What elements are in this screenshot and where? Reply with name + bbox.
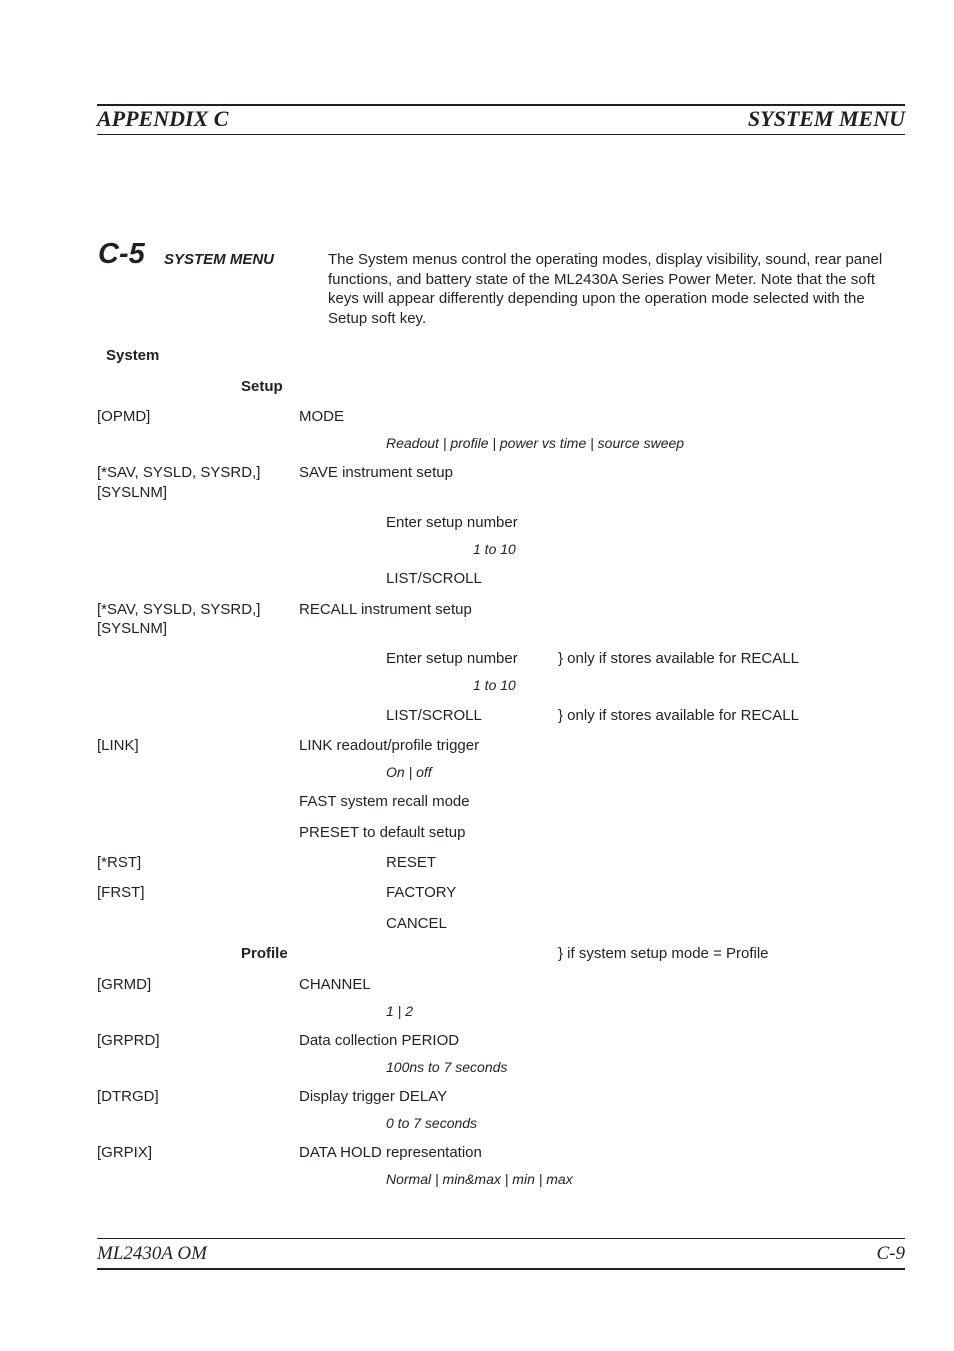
delay-range: 0 to 7 seconds (386, 1115, 478, 1131)
section-title: SYSTEM MENU (164, 251, 275, 268)
item-delay: Display trigger DELAY (299, 1088, 448, 1105)
cmd-save-line1: [*SAV, SYSLD, SYSRD,] (97, 464, 261, 481)
item-link: LINK readout/profile trigger (299, 737, 480, 754)
footer-top-rule (97, 1238, 905, 1239)
page-number: C-9 (876, 1243, 905, 1264)
cmd-dtrgd: [DTRGD] (97, 1088, 159, 1105)
save-enter-number: Enter setup number (386, 514, 518, 531)
header-left: APPENDIX C (97, 106, 229, 131)
save-range: 1 to 10 (473, 541, 516, 557)
cmd-recall-line1: [*SAV, SYSLD, SYSRD,] (97, 601, 261, 618)
header-bottom-rule (97, 134, 905, 135)
datahold-options: Normal | min&max | min | max (386, 1171, 573, 1187)
item-cancel: CANCEL (386, 915, 447, 932)
item-fast: FAST system recall mode (299, 793, 470, 810)
item-save: SAVE instrument setup (299, 464, 453, 481)
cmd-recall-line2: [SYSLNM] (97, 620, 168, 637)
menu-profile: Profile (241, 945, 288, 962)
cmd-grpix: [GRPIX] (97, 1144, 153, 1161)
item-mode: MODE (299, 408, 344, 425)
channel-options: 1 | 2 (386, 1003, 413, 1019)
cmd-link: [LINK] (97, 737, 139, 754)
cmd-grprd: [GRPRD] (97, 1032, 160, 1049)
cmd-save-line2: [SYSLNM] (97, 484, 168, 501)
save-list-scroll: LIST/SCROLL (386, 570, 482, 587)
recall-enter-number: Enter setup number (386, 650, 518, 667)
period-range: 100ns to 7 seconds (386, 1059, 508, 1075)
cmd-rst: [*RST] (97, 854, 142, 871)
item-period: Data collection PERIOD (299, 1032, 460, 1049)
mode-options: Readout | profile | power vs time | source sweep (386, 435, 685, 451)
item-preset: PRESET to default setup (299, 824, 466, 841)
cmd-frst: [FRST] (97, 884, 145, 901)
recall-range: 1 to 10 (473, 677, 516, 693)
section-intro: The System menus control the operating modes, display visibility, sound, rear panel functions, and battery state of the ML2430A Series Power Meter. Note that the soft keys will appear differently depending upon the operation mode selected with the Setup soft key. (328, 251, 883, 327)
cmd-grmd: [GRMD] (97, 976, 152, 993)
cmd-opmd: [OPMD] (97, 408, 151, 425)
recall-enter-note: } only if stores available for RECALL (558, 650, 799, 667)
profile-note: } if system setup mode = Profile (558, 945, 769, 962)
header-right: SYSTEM MENU (747, 106, 905, 131)
section-number: C-5 (98, 238, 145, 270)
link-options: On | off (386, 764, 432, 780)
recall-list-note: } only if stores available for RECALL (558, 707, 799, 724)
item-recall: RECALL instrument setup (299, 601, 472, 618)
menu-setup: Setup (241, 378, 283, 395)
footer-bottom-rule (97, 1268, 905, 1270)
menu-system: System (106, 347, 160, 364)
item-reset: RESET (386, 854, 437, 871)
recall-list-scroll: LIST/SCROLL (386, 707, 482, 724)
item-datahold: DATA HOLD representation (299, 1144, 482, 1161)
footer-left: ML2430A OM (97, 1243, 207, 1264)
item-factory: FACTORY (386, 884, 457, 901)
item-channel: CHANNEL (299, 976, 371, 993)
